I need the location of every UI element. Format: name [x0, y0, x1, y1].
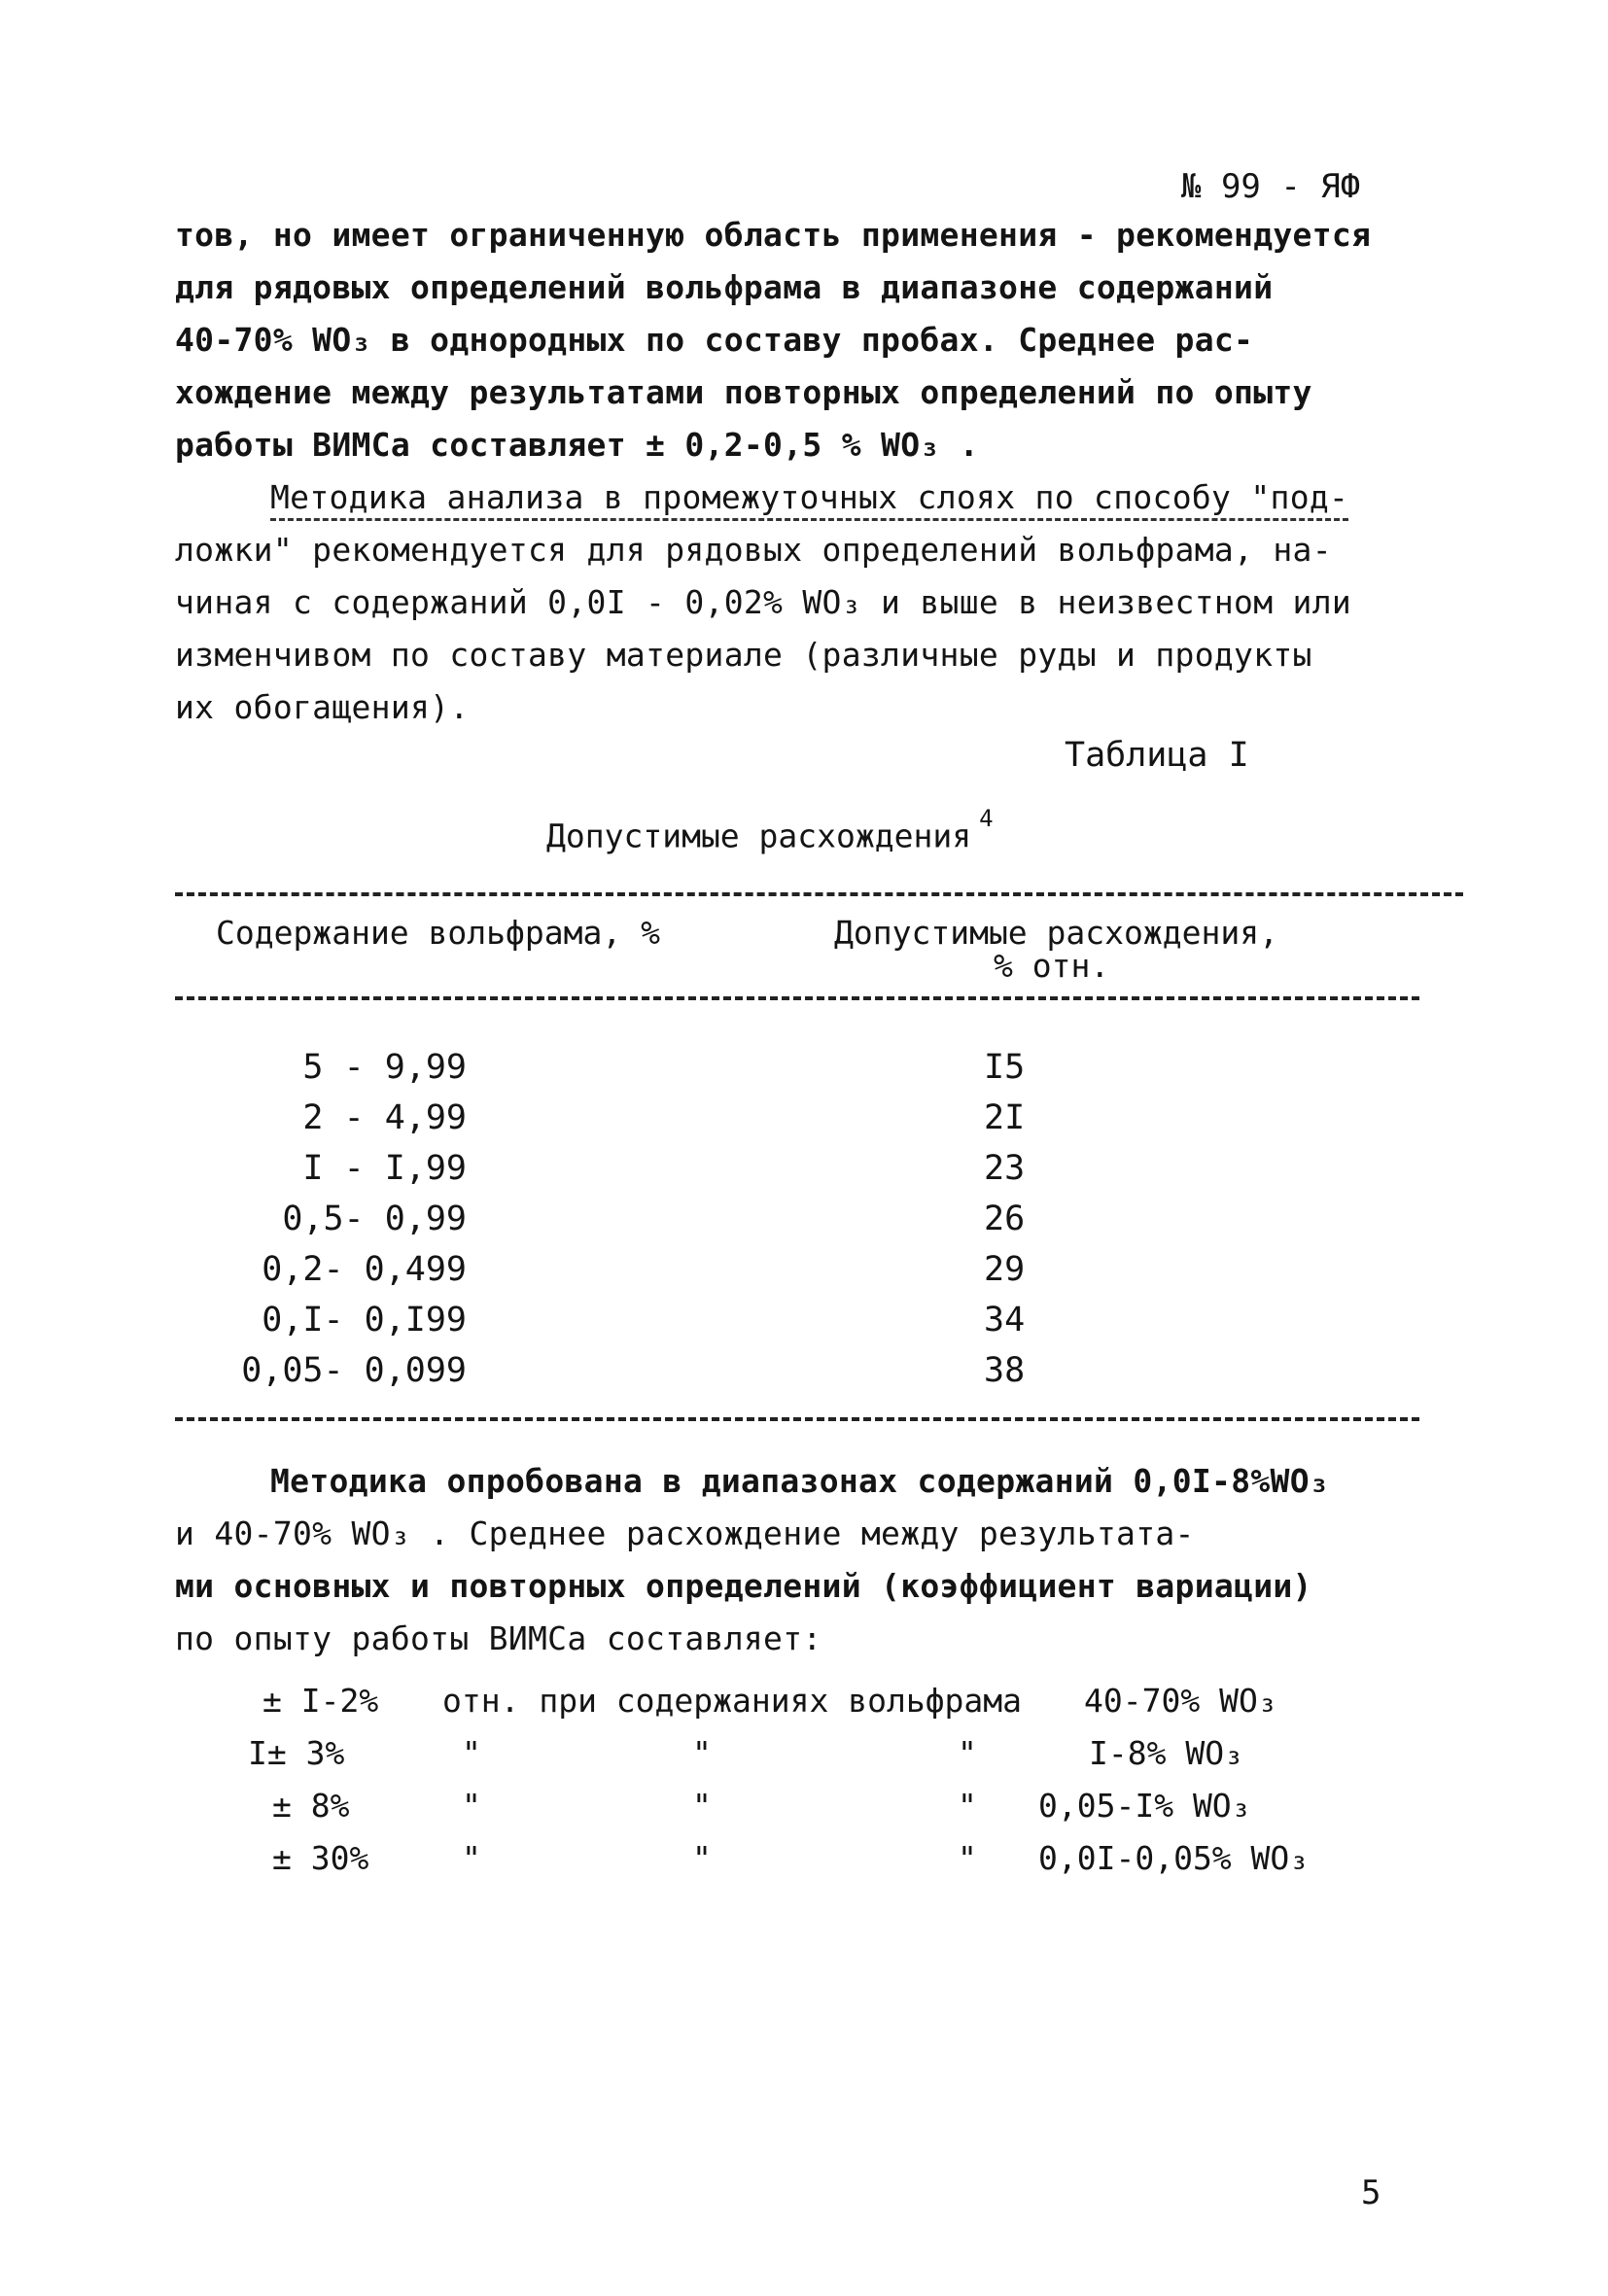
table-caption-text: Допустимые расхождения [546, 817, 972, 855]
paragraph3-line-4: по опыту работы ВИМСа составляет: [175, 1619, 822, 1657]
table-row-4-range: 0,5- 0,99 [282, 1200, 467, 1238]
variation-row-3-ditto-3: " [958, 1787, 977, 1825]
variation-row-3-ditto-2: " [692, 1787, 712, 1825]
table-row-2-value: 2I [984, 1098, 1026, 1137]
variation-row-2-ditto-3: " [958, 1734, 977, 1772]
paragraph2-line-1 [270, 478, 1348, 516]
table-caption [546, 805, 994, 855]
variation-row-2-pct [248, 1734, 344, 1772]
paragraph1-line-3: 40-70% WO₃ в однородных по составу пробах. Среднее рас- [175, 321, 1254, 359]
variation-row-3-value: 8% [310, 1787, 350, 1825]
table-bottom-rule [175, 1417, 1419, 1421]
variation-row-4-ditto-1: " [462, 1839, 481, 1877]
variation-row-4-sign: ± [272, 1839, 292, 1877]
table-row-7-value: 38 [984, 1351, 1026, 1390]
column-header-unit: % отн. [994, 947, 1110, 985]
table-top-rule [175, 892, 1463, 896]
table-row-3-range: I - I,99 [302, 1149, 467, 1188]
table-row-2-range: 2 - 4,99 [302, 1098, 467, 1137]
table-label: Таблица I [1065, 736, 1249, 775]
paragraph3-line-3: ми основных и повторных определений (коэффициент вариации) [175, 1567, 1312, 1605]
table-row-5-value: 29 [984, 1250, 1026, 1289]
variation-row-4-pct [272, 1839, 368, 1877]
paragraph2-line-1-text: Методика анализа в промежуточных слоях по способу "под- [270, 478, 1348, 521]
page-number: 5 [1361, 2174, 1381, 2212]
variation-row-4-range: 0,0I-0,05% WO₃ [1038, 1839, 1310, 1877]
variation-row-3-range: 0,05-I% WO₃ [1038, 1787, 1251, 1825]
column-header-content: Содержание вольфрама, % [216, 914, 660, 952]
variation-row-4-ditto-2: " [692, 1839, 712, 1877]
footnote-mark: 4 [979, 805, 994, 832]
table-row-1-value: I5 [984, 1048, 1026, 1087]
variation-row-4-ditto-3: " [958, 1839, 977, 1877]
variation-row-3-pct [272, 1787, 350, 1825]
table-row-1-range: 5 - 9,99 [302, 1048, 467, 1087]
paragraph3-line-2: и 40-70% WO₃ . Среднее расхождение между результата- [175, 1514, 1195, 1552]
variation-row-3-sign: ± [272, 1787, 292, 1825]
variation-row-1-sign: ± [262, 1682, 282, 1720]
variation-row-1-range: 40-70% WO₃ [1084, 1682, 1277, 1720]
table-row-3-value: 23 [984, 1149, 1026, 1188]
variation-row-2-value: 3% [305, 1734, 345, 1772]
paragraph2-line-3: чиная с содержаний 0,0I - 0,02% WO₃ и выше в неизвестном или [175, 583, 1352, 621]
variation-row-1-pct [262, 1682, 378, 1720]
variation-row-2-ditto-1: " [462, 1734, 481, 1772]
variation-row-1-text: отн. при содержаниях вольфрама [442, 1682, 1023, 1720]
table-row-4-value: 26 [984, 1200, 1026, 1238]
paragraph2-line-5: их обогащения). [175, 688, 470, 726]
paragraph2-line-2: ложки" рекомендуется для рядовых определений вольфрама, на- [175, 531, 1332, 569]
paragraph1-line-5: работы ВИМСа составляет ± 0,2-0,5 % WO₃ . [175, 426, 979, 464]
paragraph1-line-1: тов, но имеет ограниченную область применения - рекомендуется [175, 216, 1372, 254]
variation-row-2-ditto-2: " [692, 1734, 712, 1772]
paragraph1-line-4: хождение между результатами повторных определений по опыту [175, 373, 1312, 411]
variation-row-1-value: I-2% [300, 1682, 379, 1720]
paragraph2-line-4: изменчивом по составу материале (различные руды и продукты [175, 636, 1312, 674]
variation-row-4-value: 30% [310, 1839, 369, 1877]
variation-row-2-sign: I± [248, 1734, 287, 1772]
table-row-6-value: 34 [984, 1301, 1026, 1339]
document-number: № 99 - ЯФ [1181, 167, 1361, 206]
paragraph3-line-1: Методика опробована в диапазонах содержаний 0,0I-8%WO₃ [270, 1462, 1330, 1500]
column-header-tolerance: Допустимые расхождения, [834, 914, 1278, 952]
paragraph1-line-2: для рядовых определений вольфрама в диапазоне содержаний [175, 268, 1274, 306]
variation-row-3-ditto-1: " [462, 1787, 481, 1825]
table-header-rule [175, 996, 1419, 1000]
table-row-6-range: 0,I- 0,I99 [262, 1301, 467, 1339]
table-row-7-range: 0,05- 0,099 [241, 1351, 467, 1390]
table-row-5-range: 0,2- 0,499 [262, 1250, 467, 1289]
variation-row-2-range: I-8% WO₃ [1089, 1734, 1243, 1772]
